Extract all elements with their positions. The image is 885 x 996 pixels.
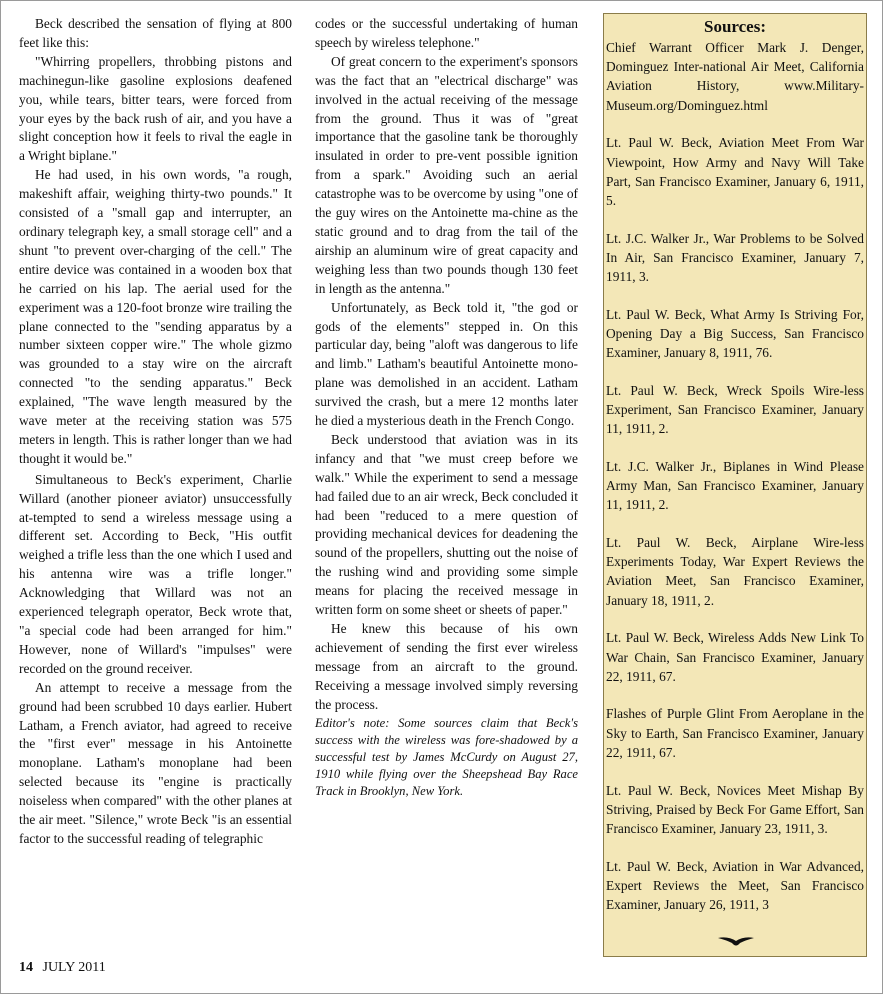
paragraph: Unfortunately, as Beck told it, "the god or gods of the elements" stepped in. On this particular day, being "aloft was dangerous to life and limb." Latham's beautiful Antoinette mono-plane was demolished in an accident. Latham survived the crash, but a mere 12 months later he died a mysterious death in the French Congo. xyxy=(315,299,578,429)
issue-date: JULY 2011 xyxy=(42,960,106,975)
paragraph: Beck described the sensation of flying at 800 feet like this: xyxy=(19,16,292,50)
source-item: Chief Warrant Officer Mark J. Denger, Dominguez Inter-national Air Meet, California Aviation History, www.Military-Museum.org/Dominguez.html xyxy=(606,40,864,113)
paragraph: Beck understood that aviation was in its infancy and that "we must creep before we walk." While the experiment to send a message had failed due to an air wreck, Beck concluded it had been "reduced to a mere question of providing mechanical devices for deadening the sound of the propellers, shutting out the noise of the rushing wind and providing some simple means for placing the received message in written form on some sheet or sheets of paper." xyxy=(315,431,578,618)
source-item: Lt. Paul W. Beck, Aviation Meet From War Viewpoint, How Army and Navy Will Take Part, San Francisco Examiner, January 6, 1911, 5. xyxy=(606,135,864,208)
source-item: Lt. Paul W. Beck, Aviation in War Advanced, Expert Reviews the Meet, San Francisco Examiner, January 26, 1911, 3 xyxy=(606,858,864,913)
paragraph: Of great concern to the experiment's sponsors was the fact that an "electrical discharge" was involved in the actual receiving of the message from the ground. Thus it was of "great importance that the gasoline tank be thoroughly insulated in order to pre-vent possible ignition from a spark." Avoiding such an aerial catastrophe was to be overcome by using "one of the guy wires on the Antoinette ma-chine as the static ground and to drag from the tail of the airship an aluminum wire of great capacity and weighing less than two pounds though 130 feet in length as the antenna." xyxy=(315,53,578,296)
article-column-2 xyxy=(315,15,578,801)
source-item: Flashes of Purple Glint From Aeroplane in the Sky to Earth, San Francisco Examiner, January 22, 1911, 67. xyxy=(606,706,864,760)
wings-end-mark-icon xyxy=(716,934,756,948)
editors-note: Editor's note: Some sources claim that Beck's success with the wireless was fore-shadowed by a successful test by James McCurdy on August 27, 1910 while flying over the Sheepshead Bay Race Track in Brooklyn, New York. xyxy=(315,715,578,799)
paragraph: Simultaneous to Beck's experiment, Charlie Willard (another pioneer aviator) unsuccessfully at-tempted to send a wireless message using a different set. According to Beck, "His outfit weighed a trifle less than the one which I used and his antenna wire was a trifle longer." Acknowledging that Willard was not an experienced telegraph operator, Beck wrote that, "a special code had been arranged for him." However, none of Willard's "impulses" were recorded on the ground receiver. xyxy=(19,471,292,676)
block-quote: "Whirring propellers, throbbing pistons and machinegun-like gasoline explosions deafened you, while tears, bitter tears, were forced from your eyes by the back rush of air, and you have a slight conception how it feels to rival the eagle in a Wright biplane." xyxy=(19,53,292,164)
source-item: Lt. Paul W. Beck, Wreck Spoils Wire-less Experiment, San Francisco Examiner, January 11, 1911, 2. xyxy=(606,382,864,437)
paragraph: He knew this because of his own achievement of sending the first ever wireless message from an aircraft to the ground. Receiving a message involved simply reversing the process. xyxy=(315,621,578,712)
paragraph: He had used, in his own words, "a rough, makeshift affair, weighing thirty-two pounds." It consisted of a "small gap and interrupter, an ordinary telegraph key, a small storage cell" and a shunt "to prevent over-charging of the cell." The entire device was contained in a wooden box that he carried on his lap. The aerial used for the experiment was a 120-foot bronze wire trailing the plane connected to the "sending apparatus by a number sixteen copper wire." The whole gizmo was grounded to a stay wire on the aircraft connected "to the sending apparatus." Beck explained, "The wave length measured by the wave meter at the receiving station was 575 meters in length. This is rather longer than we had thought it would be." xyxy=(19,167,292,466)
paragraph: An attempt to receive a message from the ground had been scrubbed 10 days earlier. Hubert Latham, a French aviator, had agreed to receive the "first ever" message in his Antoinette monoplane. Latham's monoplane had been selected because its "engine is practically noiseless when compared" with the other planes at the air meet. "Silence," wrote Beck "is an essential factor to the successful reading of telegraphic xyxy=(19,679,292,846)
source-item: Lt. J.C. Walker Jr., War Problems to be Solved In Air, San Francisco Examiner, January 7, 1911, 3. xyxy=(606,230,864,285)
page-footer xyxy=(19,959,106,977)
paragraph: codes or the successful undertaking of human speech by wireless telephone." xyxy=(315,16,578,50)
source-item: Lt. Paul W. Beck, Airplane Wire-less Experiments Today, War Expert Reviews the Aviation Meet, San Francisco Examiner, January 18, 1911, 2. xyxy=(606,535,864,608)
sources-sidebar xyxy=(603,13,867,957)
source-item: Lt. J.C. Walker Jr., Biplanes in Wind Please Army Man, San Francisco Examiner, January 11, 1911, 2. xyxy=(606,458,864,513)
article-column-1 xyxy=(19,15,292,849)
page-number: 14 xyxy=(19,960,33,975)
source-item: Lt. Paul W. Beck, Wireless Adds New Link To War Chain, San Francisco Examiner, January 22, 1911, 67. xyxy=(606,630,864,684)
source-item: Lt. Paul W. Beck, Novices Meet Mishap By Striving, Praised by Beck For Game Effort, San Francisco Examiner, January 23, 1911, 3. xyxy=(606,782,864,836)
sidebar-title: Sources: xyxy=(703,17,766,36)
source-item: Lt. Paul W. Beck, What Army Is Striving For, Opening Day a Big Success, San Francisco Examiner, January 8, 1911, 76. xyxy=(606,306,864,361)
